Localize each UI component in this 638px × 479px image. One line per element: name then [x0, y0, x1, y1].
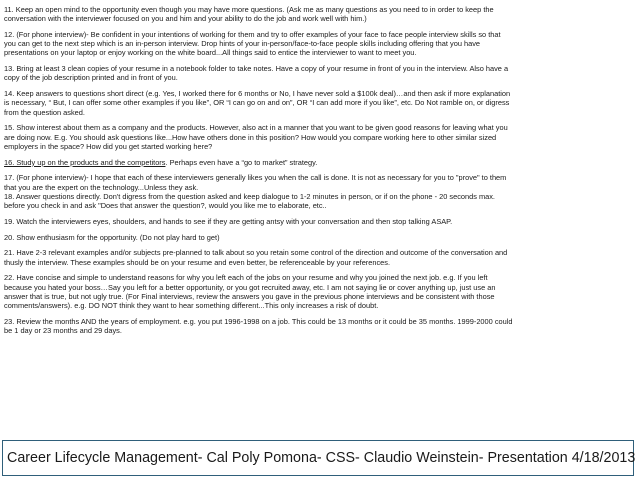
tip-line: because you hated your boss…Say you left for a better opportunity, or you got recruited away, etc. I am not saying lie or cover anything up, just use an [4, 282, 496, 292]
footer-text: Career Lifecycle Management- Cal Poly Pomona- CSS- Claudio Weinstein- Presentation 4/18/2013 [7, 450, 636, 466]
tip-paragraph-p12 [4, 30, 634, 58]
tip-line: be 1 day or 23 months and 29 days. [4, 326, 122, 336]
tip-paragraph-p21 [4, 248, 634, 266]
tip-paragraph-p11 [4, 5, 634, 23]
tip-paragraph-p22 [4, 273, 634, 310]
tip-line: 22. Have concise and simple to understand reasons for why you left each of the jobs on your resume and why you joined the next job. e.g. If you left [4, 273, 488, 283]
tip-line: presentations on your laptop or enjoy working on the white board...All things said to entice the interviewer to want to meet you. [4, 48, 417, 58]
tip-line: from the question asked. [4, 107, 85, 117]
tip-line: answer that is true, but not ugly true. (For Final interviews, review the answers you gave in the previous phone interviews and be consistent with those [4, 291, 495, 301]
tip-line: copy of the job description printed and in front of you. [4, 73, 178, 83]
tip-line: 23. Review the months AND the years of employment. e.g. you put 1996-1998 on a job. This could be 13 months or it could be 35 months. 1999-2000 could [4, 316, 513, 326]
tip-paragraph-p13 [4, 64, 634, 82]
tip-line-rest: . Perhaps even have a “go to market” strategy. [165, 157, 318, 167]
tip-line: conversation with the interviewer focused on you and him and your ability to do the job and work well with him.) [4, 14, 367, 24]
tip-line: 11. Keep an open mind to the opportunity even though you may have more questions. (Ask me as many questions as you need to in order to keep the [4, 5, 494, 14]
tip-line: 17. (For phone interview)- I hope that each of these interviewers generally likes you when the call is done. It is not as necessary for you to "prove" to them [4, 173, 507, 183]
footer-banner [2, 440, 634, 476]
tip-line: 15. Show interest about them as a company and the products. However, also act in a manner that you want to be given good reasons for leaving what you [4, 123, 508, 133]
tip-paragraph-p19 [4, 217, 634, 226]
tip-line: you can get to the next step which is an in-person interview. Drop hints of your in-person/face-to-face people skills including offering that you have [4, 39, 481, 49]
underlined-phrase: 16. Study up on the products and the competitors [4, 157, 166, 167]
tip-line: 21. Have 2-3 relevant examples and/or subjects pre-planned to talk about so you retain some control of the direction and outcome of the conversation and [4, 248, 508, 258]
tip-line: employers in the space? How did you get started working here? [4, 141, 213, 151]
tip-line: 13. Bring at least 3 clean copies of your resume in a notebook folder to take notes. Have a copy of your resume in front of you in the interview. Also have a [4, 64, 509, 74]
slide-body-text [4, 5, 634, 342]
tip-line: 14. Keep answers to questions short direct (e.g. Yes, I worked there for 6 months or No, I have never sold a $100k deal)…and then ask if more explanation [4, 89, 511, 99]
tip-line: comments/answers). e.g. DO NOT think they want to hear something different...This only increases a risk of doubt. [4, 301, 379, 311]
tip-paragraph-p23 [4, 317, 634, 335]
tip-line: are doing now. E.g. You should ask questions like...How have others done in this position? How would you compare working here to other similar sized [4, 132, 497, 142]
tip-line: before you check in and ask "Does that answer the question?, would you like me to elaborate, etc.. [4, 201, 327, 211]
tip-line [4, 158, 634, 167]
tip-line: is necessary, “ But, I can offer some other examples if you like”, OR “I can go on and on”, OR “I can add more if you like”, etc. Do Not ramble on, or digress [4, 98, 510, 108]
tip-line: 18. Answer questions directly. Don't digress from the question asked and keep dialogue to 1-2 minutes in person, or if on the phone - 20 seconds max. [4, 191, 495, 201]
tip-paragraph-p16 [4, 158, 634, 167]
tip-line: thusly the interview. These examples should be on your resume and even better, be referenceable by your references. [4, 257, 391, 267]
tip-paragraph-p17 [4, 173, 634, 210]
tip-line: that you are the expert on the technology...Unless they ask. [4, 182, 199, 192]
tip-paragraph-p15 [4, 123, 634, 151]
tip-paragraph-p20 [4, 233, 634, 242]
tip-line: 19. Watch the interviewers eyes, shoulders, and hands to see if they are getting antsy with your conversation and then stop talking ASAP. [4, 216, 453, 226]
tip-line: 20. Show enthusiasm for the opportunity. (Do not play hard to get) [4, 232, 220, 242]
tip-line: 12. (For phone interview)- Be confident in your intentions of working for them and try to offer examples of your face to face people interview skills so that [4, 30, 501, 39]
tip-paragraph-p14 [4, 89, 634, 117]
